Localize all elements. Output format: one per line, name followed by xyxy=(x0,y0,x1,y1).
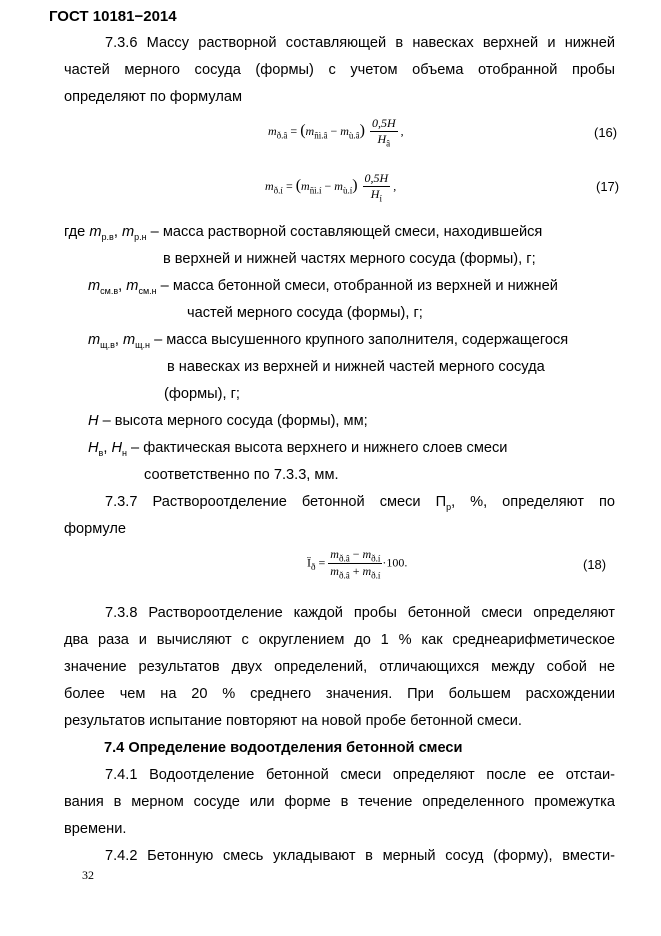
definition-m-sch-line-3: (формы), г; xyxy=(164,386,240,402)
page-number: 32 xyxy=(82,868,94,882)
paragraph-7-3-8-line-2: два раза и вычисляют с округлением до 1 % как среднеарифметическое xyxy=(64,632,615,648)
document-header: ГОСТ 10181−2014 xyxy=(49,8,177,25)
definition-h-v-h-n: $H_в$, $H_н$ – фактическая высота верхнего и нижнего слоев смеси xyxy=(88,440,508,458)
paragraph-7-3-8-line-1: 7.3.8 Раствороотделение каждой пробы бетонной смеси определяют xyxy=(105,605,615,621)
definition-h: H – высота мерного сосуда (формы), мм; xyxy=(88,413,368,429)
formula-16: $m_{ð.â} = (m_{ñì.â} - m_{ù.â})$ $\frac{0,5H}{H_â}$ , xyxy=(268,116,404,149)
paragraph-7-4-1-line-3: времени. xyxy=(64,821,127,837)
paragraph-7-3-8-line-3: значение результатов двух определений, отличающихся между собой не xyxy=(64,659,615,675)
definition-m-r-line-2: в верхней и нижней частях мерного сосуда (формы), г; xyxy=(163,251,536,267)
paragraph-7-3-8-line-4: более чем на 20 % среднего значения. При большем расхождении xyxy=(64,686,615,702)
definition-h-v-h-n-line-2: соответственно по 7.3.3, мм. xyxy=(144,467,339,483)
paragraph-7-4-1-line-2: вания в мерном сосуде или форме в течение определенного промежутка xyxy=(64,794,615,810)
equation-number-16: (16) xyxy=(594,125,618,140)
paragraph-7-3-6-line-1: 7.3.6 Массу растворной составляющей в навесках верхней и нижней xyxy=(105,35,615,51)
paragraph-7-3-6-line-2: частей мерного сосуда (формы) с учетом объема отобранной пробы xyxy=(64,62,615,78)
definition-m-sch: $m_{щ.в}$, $m_{щ.н}$ – масса высушенного крупного заполнителя, содержащегося xyxy=(88,332,569,350)
definition-m-sch-line-2: в навесках из верхней и нижней частей мерного сосуда xyxy=(167,359,545,375)
section-heading-7-4: 7.4 Определение водоотделения бетонной смеси xyxy=(104,740,463,756)
equation-number-17: (17) xyxy=(596,179,620,194)
formula-17: $m_{ð.í} = (m_{ñì.í} - m_{ù.í})$ $\frac{0,5H}{H_í}$ , xyxy=(265,171,397,204)
formula-18: $Ï_ð$ = $\frac{m_{ð.â} - m_{ð.í}}{m_{ð.â} + m_{ð.í}}$ ·100. xyxy=(307,547,408,581)
definition-m-sm: $m_{см.в}$, $m_{см.н}$ – масса бетонной смеси, отобранной из верхней и нижней xyxy=(88,278,558,296)
definition-m-r: где $m_{р.в}$, $m_{р.н}$ – масса растворной составляющей смеси, находившейся xyxy=(64,224,543,242)
paragraph-7-3-7-line-2: формуле xyxy=(64,521,127,537)
paragraph-7-3-6-line-3: определяют по формулам xyxy=(64,89,243,105)
paragraph-7-3-7-line-1: 7.3.7 Раствороотделение бетонной смеси $П_р$, %, определяют по xyxy=(105,494,615,512)
equation-number-18: (18) xyxy=(583,557,607,572)
definition-m-sm-line-2: частей мерного сосуда (формы), г; xyxy=(187,305,423,321)
paragraph-7-4-2-line-1: 7.4.2 Бетонную смесь укладывают в мерный сосуд (форму), вмести- xyxy=(105,848,615,864)
paragraph-7-4-1-line-1: 7.4.1 Водоотделение бетонной смеси определяют после ее отстаи- xyxy=(105,767,615,783)
paragraph-7-3-8-line-5: результатов испытание повторяют на новой пробе бетонной смеси. xyxy=(64,713,522,729)
